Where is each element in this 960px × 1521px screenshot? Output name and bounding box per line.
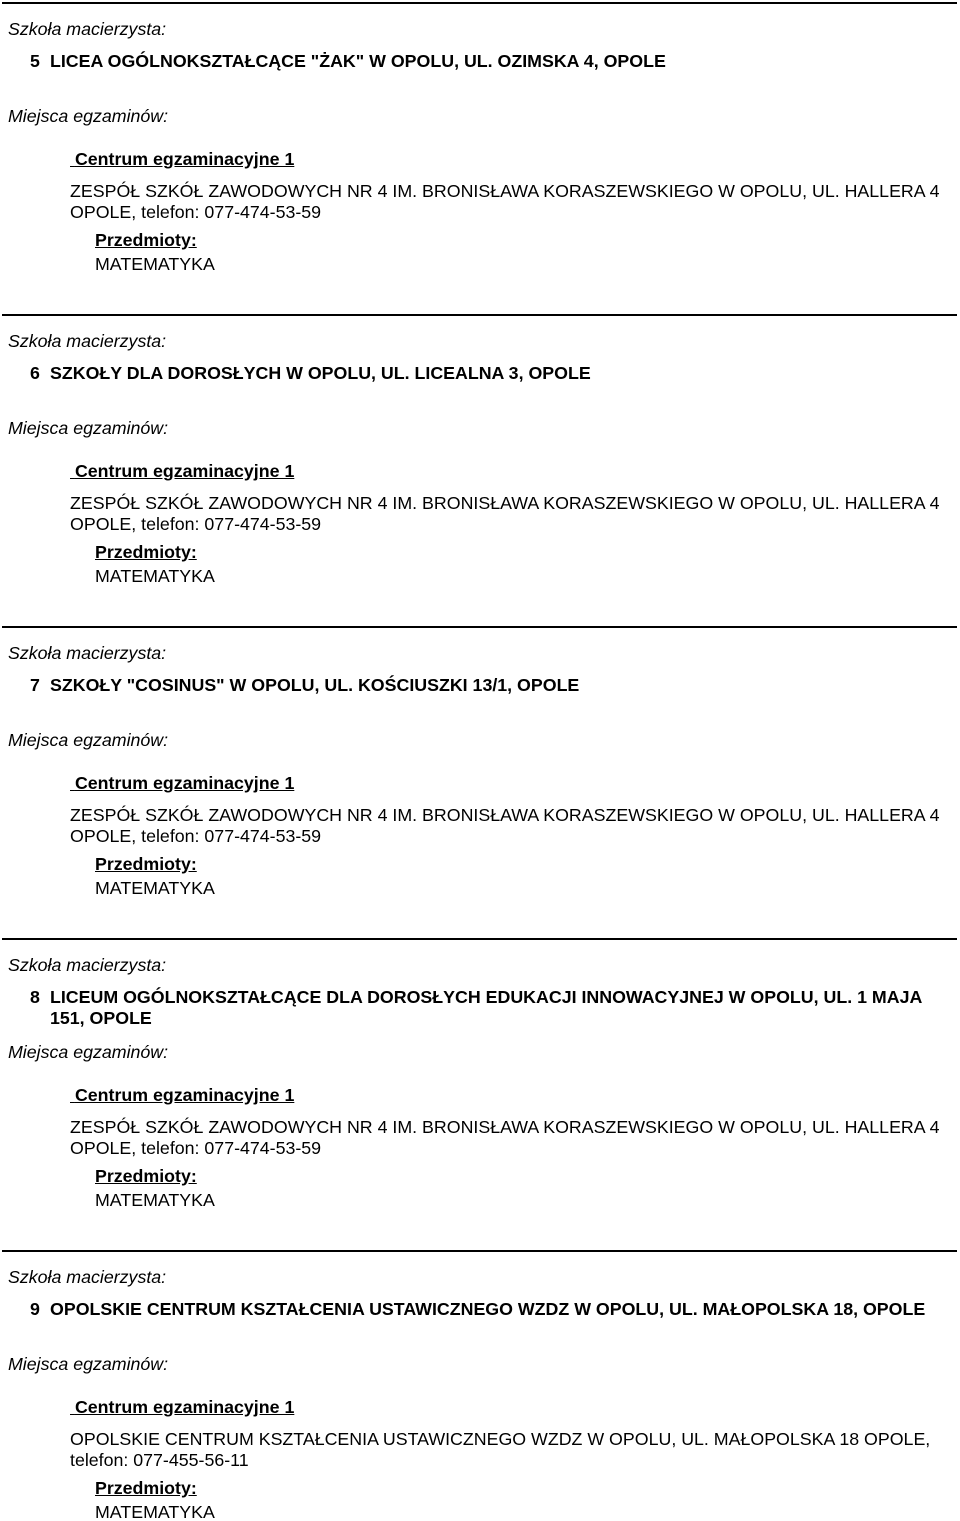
address-line: ZESPÓŁ SZKÓŁ ZAWODOWYCH NR 4 IM. BRONISŁAWA KORASZEWSKIEGO W OPOLU, UL. HALLERA 4 [70,1117,940,1137]
school-name [50,675,579,696]
subjects-label: Przedmioty: [95,854,197,874]
subjects-label: Przedmioty: [95,1478,197,1498]
home-school-label: Szkoła macierzysta: [8,19,167,39]
school-name [50,987,922,1029]
school-entry [0,626,960,897]
section-divider [2,1250,957,1252]
home-school-label: Szkoła macierzysta: [8,1267,167,1287]
address-line: OPOLE, telefon: 077-474-53-59 [70,826,322,846]
school-number: 9 [30,1299,40,1319]
subject-item: MATEMATYKA [95,878,215,898]
school-name [50,1299,925,1320]
school-entry [0,314,960,585]
school-entry [0,2,960,273]
exam-center-title: Centrum egzaminacyjne 1 [74,773,295,793]
school-name-line: SZKOŁY "COSINUS" W OPOLU, UL. KOŚCIUSZKI 13/1, OPOLE [50,675,580,695]
home-school-label: Szkoła macierzysta: [8,331,167,351]
section-divider [2,626,957,628]
exam-locations-label: Miejsca egzaminów: [8,418,169,438]
subjects-label: Przedmioty: [95,542,197,562]
exam-center-title: Centrum egzaminacyjne 1 [74,461,295,481]
exam-center-title: Centrum egzaminacyjne 1 [74,1085,295,1105]
exam-locations-label: Miejsca egzaminów: [8,106,169,126]
exam-center-title: Centrum egzaminacyjne 1 [74,1397,295,1417]
address-line: OPOLSKIE CENTRUM KSZTAŁCENIA USTAWICZNEGO WZDZ W OPOLU, UL. MAŁOPOLSKA 18 OPOLE, [70,1429,931,1449]
school-name-line: LICEA OGÓLNOKSZTAŁCĄCE "ŻAK" W OPOLU, UL. OZIMSKA 4, OPOLE [50,51,666,71]
home-school-label: Szkoła macierzysta: [8,955,167,975]
school-name-line: LICEUM OGÓLNOKSZTAŁCĄCE DLA DOROSŁYCH EDUKACJI INNOWACYJNEJ W OPOLU, UL. 1 MAJA [50,987,923,1007]
exam-center-address [70,1429,930,1471]
exam-center-address [70,181,939,223]
school-entry [0,1250,960,1521]
school-number: 7 [30,675,40,695]
exam-locations-label: Miejsca egzaminów: [8,1042,169,1062]
address-line: ZESPÓŁ SZKÓŁ ZAWODOWYCH NR 4 IM. BRONISŁAWA KORASZEWSKIEGO W OPOLU, UL. HALLERA 4 [70,181,940,201]
exam-center-address [70,493,939,535]
school-number: 8 [30,987,40,1007]
subject-item: MATEMATYKA [95,1502,215,1521]
address-line: OPOLE, telefon: 077-474-53-59 [70,514,322,534]
subjects-label: Przedmioty: [95,230,197,250]
address-line: ZESPÓŁ SZKÓŁ ZAWODOWYCH NR 4 IM. BRONISŁAWA KORASZEWSKIEGO W OPOLU, UL. HALLERA 4 [70,493,940,513]
address-line: ZESPÓŁ SZKÓŁ ZAWODOWYCH NR 4 IM. BRONISŁAWA KORASZEWSKIEGO W OPOLU, UL. HALLERA 4 [70,805,940,825]
subject-item: MATEMATYKA [95,254,215,274]
home-school-label: Szkoła macierzysta: [8,643,167,663]
address-line: telefon: 077-455-56-11 [70,1450,249,1470]
subjects-label: Przedmioty: [95,1166,197,1186]
exam-center-address [70,805,939,847]
school-number: 5 [30,51,40,71]
subject-item: MATEMATYKA [95,1190,215,1210]
exam-locations-label: Miejsca egzaminów: [8,1354,169,1374]
section-divider [2,314,957,316]
address-line: OPOLE, telefon: 077-474-53-59 [70,202,322,222]
school-number: 6 [30,363,40,383]
section-divider [2,938,957,940]
address-line: OPOLE, telefon: 077-474-53-59 [70,1138,322,1158]
school-name-line: OPOLSKIE CENTRUM KSZTAŁCENIA USTAWICZNEGO WZDZ W OPOLU, UL. MAŁOPOLSKA 18, OPOLE [50,1299,926,1319]
school-name [50,51,666,72]
exam-locations-label: Miejsca egzaminów: [8,730,169,750]
section-divider [2,2,957,4]
subject-item: MATEMATYKA [95,566,215,586]
exam-center-address [70,1117,939,1159]
school-entry [0,938,960,1209]
school-name-line: SZKOŁY DLA DOROSŁYCH W OPOLU, UL. LICEALNA 3, OPOLE [50,363,591,383]
exam-center-title: Centrum egzaminacyjne 1 [74,149,295,169]
school-name-line: 151, OPOLE [50,1008,152,1028]
school-name [50,363,591,384]
